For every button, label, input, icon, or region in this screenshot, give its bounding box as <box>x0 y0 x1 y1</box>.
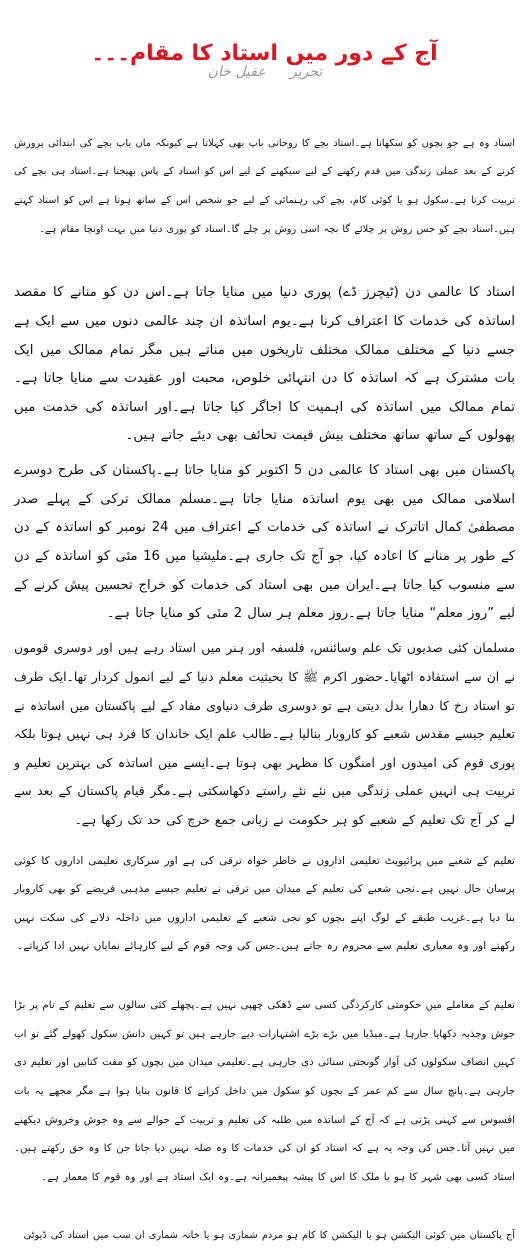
article-title: آج کے دور میں استاد کا مقام۔۔۔ <box>91 40 438 66</box>
paragraph: تعلیم کے شعبے میں پرائیویٹ تعلیمی اداروں نے خاطر خواہ ترقی کی ہے اور سرکاری تعلیمی اداروں کا کوئی پرسان حال نہیں ہے۔نجی شعبے کی تعلیم کے میدان میں ترقی نے تعلیم جیسے مذہبی فریضے کو بھی کاروبار بنا دیا ہے۔غریب طبقے کے لوگ اپنے بچوں کو نجی شعبے کے تعلیمی اداروں میں داخلہ دلانے کی سکت نہیں رکھتے اور وہ معیاری تعلیم سے محروم رہ جاتے ہیں۔جس کی وجہ قوم کے لیے کارہائے نمایاں نہیں ادا کرپاتے۔ <box>14 854 515 953</box>
paragraph: پاکستان میں بھی استاد کا عالمی دن 5 اکتوبر کو منایا جاتا ہے۔پاکستان کی طرح دوسرے اسلامی ممالک میں بھی یوم اساتذہ منایا جاتا ہے۔مسلم ممالک ترکی کے پہلے صدر مصطفیٰ کمال اتاترک نے اساتذہ کی خدمات کے اعتراف میں 24 نومبر کو اساتذہ کے دن کے طور پر منانے کا اعادہ کیا، جو آج تک جاری ہے۔ملیشیا میں 16 مئی کو اساتذہ کے دن سے منسوب کیا جاتا ہے۔ایران میں بھی استاد کی خدمات کو خراج تحسین پیش کرنے کے لیے ”روز معلم“ منایا جاتا ہے۔روز معلم ہر سال 2 مئی کو منایا جاتا ہے۔ <box>14 463 515 622</box>
paragraph: استاد وہ ہے جو بچوں کو سکھاتا ہے۔استاد بچے کا روحانی باپ بھی کہلاتا ہے کیونکہ ماں باپ بچے کی ابتدائی پرورش کرنے کے بعد عملی زندگی میں قدم رکھنے کے لیے سیکھنے کے لیے اس کو استاد کے پاس بھیجتا ہے۔استاد ہی بچے کی تربیت کرتا ہے۔سکول ہو یا کوئی کام، بچے کی رہنمائی کے لیے جو شخص اس کے ساتھ ہوتا ہے اس کو استاد کہتے ہیں۔استاد بچے کو جس روش پر چلائے گا بچہ اسی روش پر چلے گا۔استاد کو پوری دنیا میں بہت اونچا مقام ہے۔ <box>14 137 515 235</box>
paragraph: تعلیم کے معاملے میں حکومتی کارکردگی کسی سے ڈھکی چھپی نہیں ہے۔پچھلے کئی سالوں سے تعلیم کے نام پر بڑا جوش وجذبہ دکھایا جارہا ہے۔میڈیا میں بڑے بڑے اشتہارات دیے جارہے ہیں تو کہیں دانش سکول کھولے گئے تو اب کہیں انصاف سکولوں کی آواز گونجتی سنائی دی جارہی ہے۔تعلیمی میدان میں بچوں کو مفت کتابیں اور تعلیم دی جارہی ہے۔پانچ سال سے کم عمر کے بچوں کو سکول میں داخل کرانے کا قانون بنایا ہوا ہے مگر مجھے یہ بات افسوس سے کہنی پڑتی ہے کہ آج کے اساتذہ میں طلبہ کی تعلیم و تربیت کے حوالے سے وہ جوش وخروش دیکھنے میں نہیں آتا۔جس کی وجہ یہ ہے کہ استاد کو ان کی خدمات کا وہ صلہ نہیں دیا جاتا جن کا وہ حق رکھتے ہیں۔استاد کسی بھی شہر کا ہو یا ملک کا اس کا پیشہ پیغمبرانہ ہے۔وہ ایک استاد ہے اور وہ قوم کا معمار ہے۔ <box>14 1000 515 1183</box>
paragraph: استاد کا عالمی دن (ٹیچرز ڈے) پوری دنیا میں منایا جاتا ہے۔اس دن کو منانے کا مقصد اساتذہ کی خدمات کا اعتراف کرنا ہے۔یوم اساتذہ ان چند عالمی دنوں میں سے ایک ہے جسے دنیا کے مختلف ممالک مختلف تاریخوں میں مناتے ہیں مگر تمام ممالک میں ایک بات مشترک ہے کہ اساتذہ کا دن انتہائی خلوص، محبت اور عقیدت سے منایا جاتا ہے۔تمام ممالک میں اساتذہ کی اہمیت کا اجاگر کیا جاتا ہے۔اور اساتذہ کی خدمت میں پھولوں کے ساتھ ساتھ مختلف بیش قیمت تحائف بھی دیئے جاتے ہیں۔ <box>14 285 515 444</box>
paragraph: مسلمان کئی صدیوں تک علم وسائنس، فلسفہ اور ہنر میں استاد رہے ہیں اور دوسری قوموں نے ان سے استفادہ اٹھایا۔حضور اکرم ﷺ کا بحیثیت معلم دنیا کے لیے انمول کردار تھا۔ایک طرف تو استاد رخ کا دھارا بدل دیتی ہے تو دوسری طرف دنیاوی مفاد کے لیے پاکستان میں اساتذہ نے تعلیم جیسے مقدس شعبے کو کاروبار بنالیا ہے۔طالب علم ایک خاندان کا فرد ہی نہیں ہوتا بلکہ پوری قوم کی امیدوں اور امنگوں کا مظہر بھی ہوتا ہے۔ایسے میں اساتذہ کی بہترین تعلیم و تربیت ہی انہیں عملی زندگی میں نئے نئے راستے دکھاسکتی ہے۔مگر قیام پاکستان کے بعد سے لے کر آج تک تعلیم کے شعبے کو ہر حکومت نے زبانی جمع خرچ کی حد تک رکھا ہے۔ <box>14 640 515 827</box>
byline <box>180 62 350 82</box>
byline-label: تحریر <box>290 64 323 80</box>
author-name: عقیل خان <box>207 64 266 80</box>
paragraph: آج پاکستان میں کوئی الیکشن ہو یا الیکشن کا کام ہو مردم شماری ہو یا خانہ شماری ان سب میں استاد کی ڈیوٹی <box>23 1229 515 1241</box>
